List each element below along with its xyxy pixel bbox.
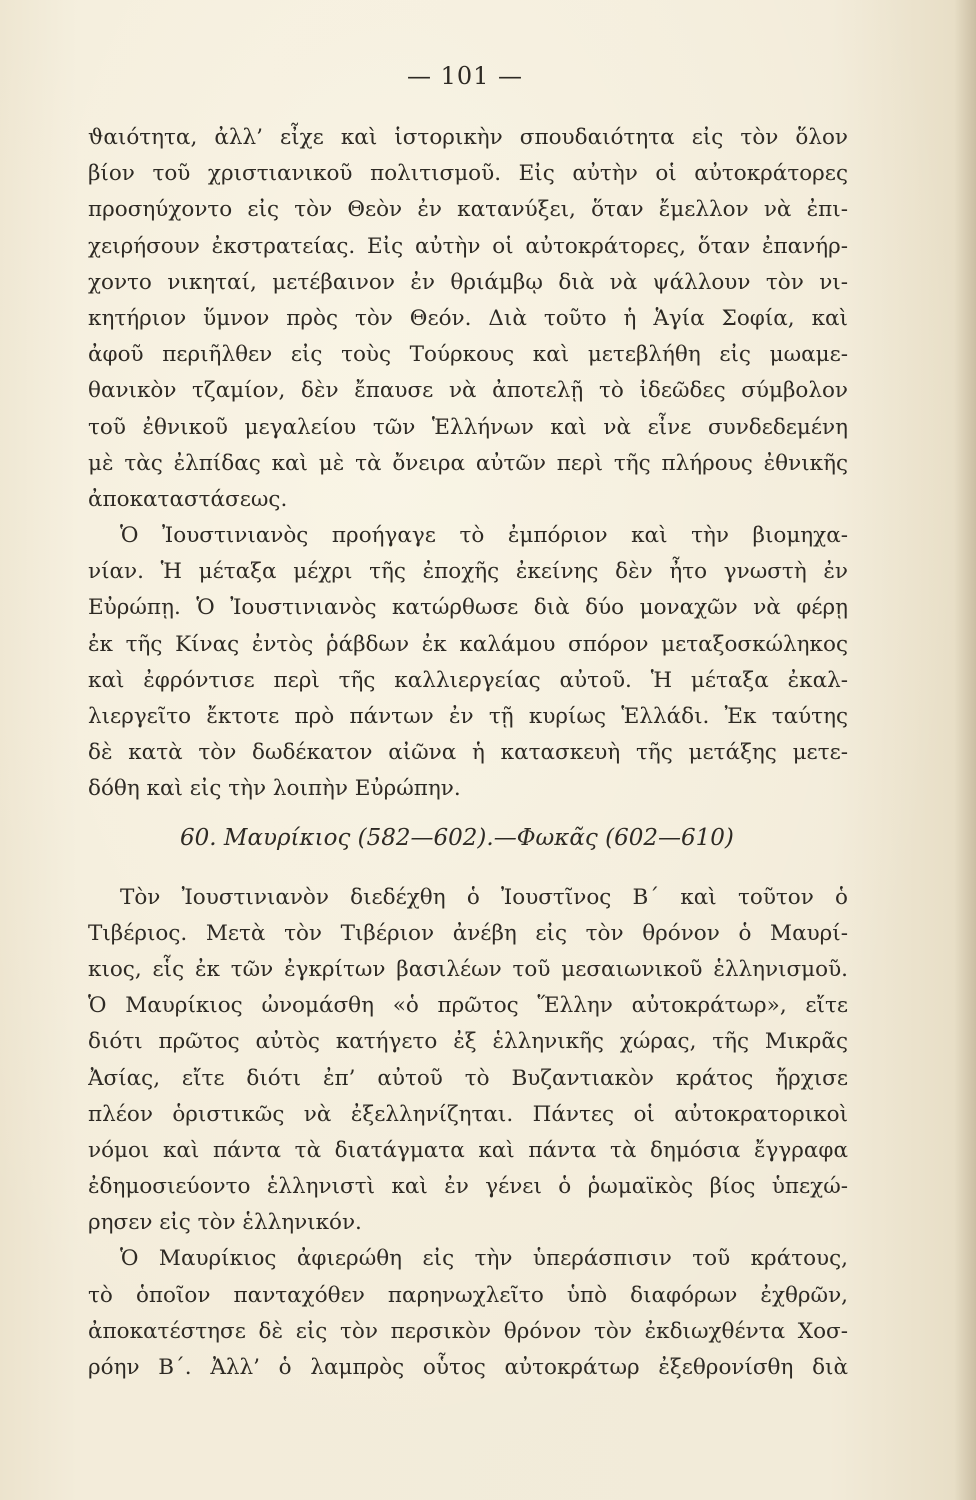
text-line: ρησεν εἰς τὸν ἑλληνικόν. [88,1210,362,1236]
text-line: κιος, εἷς ἐκ τῶν ἐγκρίτων βασιλέων τοῦ μεσαιωνικοῦ ἑλληνισμοῦ. [88,956,848,982]
text-line: ρόην Β΄. Ἀλλ’ ὁ λαμπρὸς οὗτος αὐτοκράτωρ ἐξεθρονίσθη διὰ [88,1355,848,1380]
text-line: λιεργεῖτο ἔκτοτε πρὸ πάντων ἐν τῇ κυρίως Ἑλλάδι. Ἐκ ταύτης [88,704,848,729]
text-line: ἀποκαταστάσεως. [88,486,288,512]
text-line: ἀποκατέστησε δὲ εἰς τὸν περσικὸν θρόνον τὸν ἐκδιωχθέντα Χοσ- [88,1318,848,1344]
text-line: Τιβέριος. Μετὰ τὸν Τιβέριον ἀνέβη εἰς τὸν θρόνον ὁ Μαυρί- [88,920,848,946]
text-line: Ὁ Μαυρίκιος ὠνομάσθη «ὁ πρῶτος Ἕλλην αὐτοκράτωρ», εἴτε [88,993,848,1019]
page-body [88,120,848,1386]
text-line: θανικὸν τζαμίον, δὲν ἔπαυσε νὰ ἀποτελῇ τὸ ἰδεῶδες σύμβολον [88,378,848,404]
section-heading: 60. Μαυρίκιος (582—602).—Φωκᾶς (602—610) [180,824,734,851]
text-line: ἐδημοσιεύοντο ἑλληνιστὶ καὶ ἐν γένει ὁ ῥωμαϊκὸς βίος ὑπεχώ- [88,1174,848,1200]
page-edge-shadow [954,0,976,1500]
text-line: νίαν. Ἡ μέταξα μέχρι τῆς ἐποχῆς ἐκείνης δὲν ἦτο γνωστὴ ἐν [88,559,848,585]
text-line: χειρήσουν ἐκστρατείας. Εἰς αὐτὴν οἱ αὐτοκράτορες, ὅταν ἐπανήρ- [88,233,848,259]
text-line: ἀφοῦ περιῆλθεν εἰς τοὺς Τούρκους καὶ μετεβλήθη εἰς μωαμε- [88,342,848,368]
paragraph [88,120,848,518]
text-line: νόμοι καὶ πάντα τὰ διατάγματα καὶ πάντα τὰ δημόσια ἔγγραφα [88,1137,848,1163]
text-line: χοντο νικηταί, μετέβαινον ἐν θριάμβῳ διὰ νὰ ψάλλουν τὸν νι- [88,269,848,295]
text-line: Τὸν Ἰουστινιανὸν διεδέχθη ὁ Ἰουστῖνος Β΄ καὶ τοῦτον ὁ [120,884,848,910]
text-line: Ὁ Μαυρίκιος ἀφιερώθη εἰς τὴν ὑπεράσπισιν τοῦ κράτους, [120,1246,848,1272]
text-line: διότι πρῶτος αὐτὸς κατήγετο ἐξ ἑλληνικῆς χώρας, τῆς Μικρᾶς [88,1029,848,1055]
text-line: πλέον ὁριστικῶς νὰ ἐξελληνίζηται. Πάντες οἱ αὐτοκρατορικοὶ [88,1101,848,1127]
text-line: Εὐρώπῃ. Ὁ Ἰουστινιανὸς κατώρθωσε διὰ δύο μοναχῶν νὰ φέρῃ [88,595,848,621]
paragraph [88,1241,848,1386]
page-number: — 101 — [406,62,524,90]
text-line: ἐκ τῆς Κίνας ἐντὸς ῥάβδων ἐκ καλάμου σπόρον μεταξοσκώληκος [88,631,848,657]
paragraph [88,518,848,808]
text-line: μὲ τὰς ἐλπίδας καὶ μὲ τὰ ὄνειρα αὐτῶν περὶ τῆς πλήρους ἐθνικῆς [88,450,848,476]
text-line: Ὁ Ἰουστινιανὸς προήγαγε τὸ ἐμπόριον καὶ τὴν βιομηχα- [120,523,848,549]
text-line: τοῦ ἐθνικοῦ μεγαλείου τῶν Ἑλλήνων καὶ νὰ εἶνε συνδεδεμένη [88,414,848,440]
paragraph [88,880,848,1242]
text-line: Ἀσίας, εἴτε διότι ἐπ’ αὐτοῦ τὸ Βυζαντιακὸν κράτος ἤρχισε [88,1065,848,1091]
text-line: δὲ κατὰ τὸν δωδέκατον αἰῶνα ἡ κατασκευὴ τῆς μετάξης μετε- [88,740,848,766]
text-line: προσηύχοντο εἰς τὸν Θεὸν ἐν κατανύξει, ὅταν ἔμελλον νὰ ἐπι- [88,197,848,223]
text-line: κητήριον ὕμνον πρὸς τὸν Θεόν. Διὰ τοῦτο ἡ Ἁγία Σοφία, καὶ [88,305,848,331]
text-line: δόθη καὶ εἰς τὴν λοιπὴν Εὐρώπην. [88,776,461,802]
text-line: καὶ ἐφρόντισε περὶ τῆς καλλιεργείας αὐτοῦ. Ἡ μέταξα ἐκαλ- [88,667,848,693]
text-line: ϑαιότητα, ἀλλ’ εἶχε καὶ ἱστορικὴν σπουδαιότητα εἰς τὸν ὅλον [88,125,848,150]
text-line: τὸ ὁποῖον πανταχόθεν παρηνωχλεῖτο ὑπὸ διαφόρων ἐχθρῶν, [88,1282,848,1308]
spacer [88,868,848,880]
text-line: βίον τοῦ χριστιανικοῦ πολιτισμοῦ. Εἰς αὐτὴν οἱ αὐτοκράτορες [88,161,848,187]
